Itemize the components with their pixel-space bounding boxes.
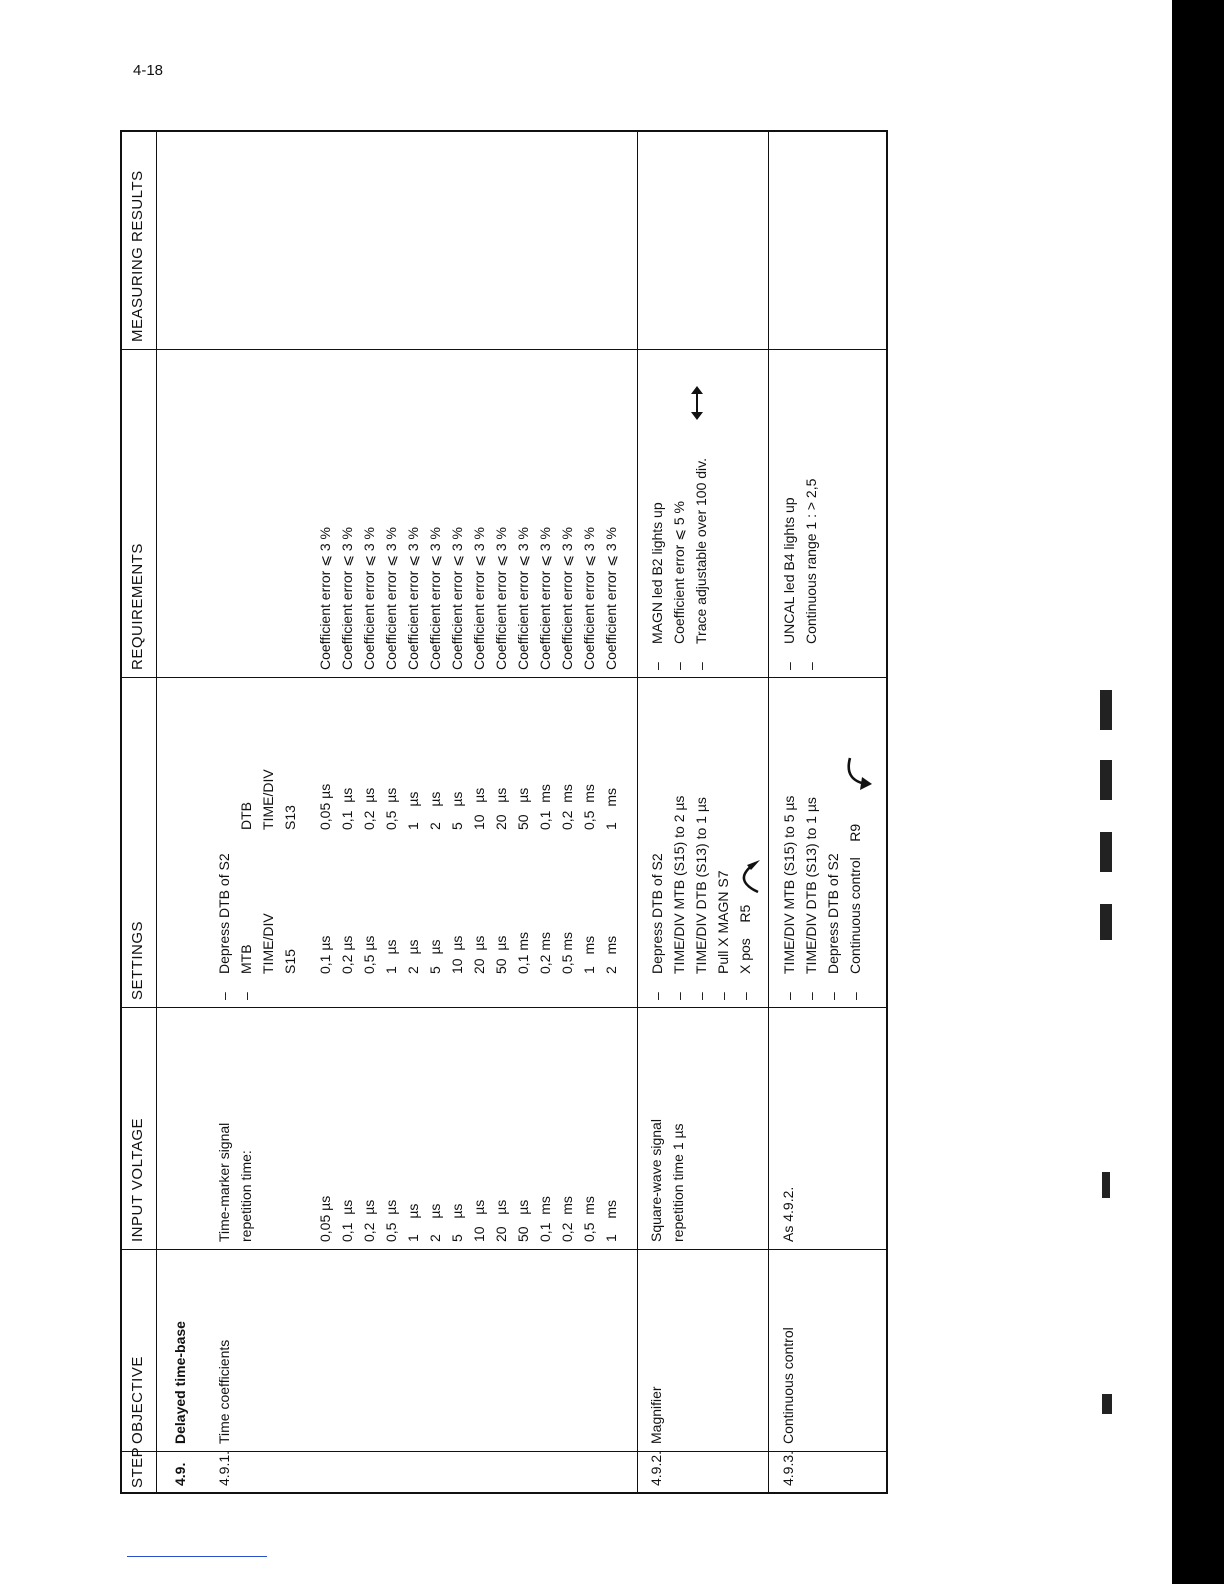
header-divider (156, 132, 157, 1492)
requirements-492 (646, 458, 712, 670)
req491-item: Coefficient error ⩽ 3 % (383, 527, 399, 670)
step-491: 4.9.1. (216, 1450, 232, 1486)
scan-marks (1096, 0, 1116, 1584)
set493-item: –Depress DTB of S2 (825, 853, 841, 1000)
settings-491-dtb-s: S13 (282, 805, 298, 830)
header-step: STEP (129, 1446, 146, 1488)
input-values-491 (314, 1196, 622, 1242)
col-divider (122, 1451, 886, 1452)
req491-item: Coefficient error ⩽ 3 % (405, 527, 421, 670)
req491-item: Coefficient error ⩽ 3 % (471, 527, 487, 670)
col-divider (122, 677, 886, 678)
set493-item: –TIME/DIV DTB (S13) to 1 µs (803, 797, 819, 1000)
dtb491-item: 10 µs (471, 787, 487, 830)
iv491-item: 0,5 ms (581, 1196, 597, 1242)
set492-item: –TIME/DIV DTB (S13) to 1 µs (693, 797, 709, 1000)
settings-491-mtb-td: TIME/DIV (260, 913, 276, 974)
mtb491-item: 0,2 µs (339, 935, 355, 974)
header-objective: OBJECTIVE (129, 1356, 146, 1444)
iv491-item: 5 µs (449, 1203, 465, 1242)
mtb491-item: 5 µs (427, 939, 443, 974)
input-493: As 4.9.2. (780, 1186, 796, 1242)
mtb491-item: 2 ms (603, 935, 619, 974)
iv491-item: 0,2 µs (361, 1199, 377, 1242)
col-divider (122, 1249, 886, 1250)
objective-492: Magnifier (648, 1386, 664, 1444)
settings-491-dtb-td: TIME/DIV (260, 769, 276, 830)
iv491-item: 50 µs (515, 1199, 531, 1242)
iv491-item: 0,1 µs (339, 1199, 355, 1242)
dtb491-item: 1 ms (603, 787, 619, 830)
mtb491-item: 50 µs (493, 935, 509, 974)
req491-item: Coefficient error ⩽ 3 % (361, 527, 377, 670)
objective-491: Time coefficients (216, 1339, 232, 1444)
req491-item: Coefficient error ⩽ 3 % (603, 527, 619, 670)
req492-item: –Coefficient error ⩽ 5 % (671, 501, 687, 670)
req493-item: –UNCAL led B4 lights up (781, 497, 797, 670)
input-492a: Square-wave signal (648, 1119, 664, 1242)
dtb491-item: 0,2 ms (559, 784, 575, 830)
dtb491-item: 5 µs (449, 791, 465, 830)
req491-item: Coefficient error ⩽ 3 % (449, 527, 465, 670)
req491-item: Coefficient error ⩽ 3 % (317, 527, 333, 670)
set492-item: –X pos R5 (737, 904, 753, 1000)
req491-item: Coefficient error ⩽ 3 % (427, 527, 443, 670)
mtb491-item: 0,5 ms (559, 931, 575, 974)
settings-493 (778, 796, 866, 1000)
iv491-item: 0,1 ms (537, 1196, 553, 1242)
input-label-491b: repetition time: (238, 1150, 254, 1242)
footnote-rule (127, 1556, 267, 1557)
header-input-voltage: INPUT VOLTAGE (129, 1117, 146, 1242)
requirements-493 (778, 479, 822, 670)
req491-item: Coefficient error ⩽ 3 % (339, 527, 355, 670)
col-divider (122, 349, 886, 350)
row-divider (768, 132, 769, 1492)
dtb491-item: 0,1 µs (339, 787, 355, 830)
iv491-item: 20 µs (493, 1199, 509, 1242)
req492-item: –Trace adjustable over 100 div. (693, 458, 709, 670)
section-step: 4.9. (172, 1462, 188, 1486)
mtb491-item: 2 µs (405, 939, 421, 974)
mtb491-item: 0,5 µs (361, 935, 377, 974)
objective-493: Continuous control (780, 1327, 796, 1444)
rotate-clockwise-icon (730, 856, 764, 896)
dtb491-item: 0,05 µs (317, 783, 333, 830)
dtb-values-491 (314, 784, 622, 830)
mtb491-item: 0,1 µs (317, 935, 333, 974)
dtb491-item: 2 µs (427, 791, 443, 830)
iv491-item: 2 µs (427, 1203, 443, 1242)
header-settings: SETTINGS (129, 920, 146, 1000)
col-divider (122, 1007, 886, 1008)
mtb-values-491 (314, 932, 622, 974)
set492-item: –Pull X MAGN S7 (715, 870, 731, 1000)
settings-491-dtb: DTB (238, 802, 254, 830)
iv491-item: 1 ms (603, 1199, 619, 1242)
header-measuring-results: MEASURING RESULTS (129, 170, 146, 342)
req492-item: –MAGN led B2 lights up (649, 502, 665, 670)
dtb491-item: 50 µs (515, 787, 531, 830)
scan-edge (1172, 0, 1224, 1584)
req491-item: Coefficient error ⩽ 3 % (515, 527, 531, 670)
iv491-item: 0,5 µs (383, 1199, 399, 1242)
set493-item: –Continuous control R9 (847, 823, 863, 1000)
dtb491-item: 0,5 µs (383, 787, 399, 830)
set493-item: –TIME/DIV MTB (S15) to 5 µs (781, 795, 797, 1000)
page-number: 4-18 (133, 62, 164, 79)
mtb491-item: 0,1 ms (515, 931, 531, 974)
dtb491-item: 0,1 ms (537, 784, 553, 830)
input-label-491: Time-marker signal (216, 1122, 232, 1242)
req491-item: Coefficient error ⩽ 3 % (559, 527, 575, 670)
row-divider (637, 132, 638, 1492)
req491-item: Coefficient error ⩽ 3 % (581, 527, 597, 670)
rotate-counterclockwise-icon (840, 752, 874, 792)
settings-491-mtb: –MTB (238, 944, 254, 1000)
mtb491-item: 1 ms (581, 935, 597, 974)
settings-491-depress: –Depress DTB of S2 (216, 853, 232, 1000)
settings-492 (646, 796, 756, 1000)
req491-item: Coefficient error ⩽ 3 % (537, 527, 553, 670)
settings-491-mtb-s: S15 (282, 949, 298, 974)
mtb491-item: 0,2 ms (537, 931, 553, 974)
dtb491-item: 1 µs (405, 791, 421, 830)
mtb491-item: 20 µs (471, 935, 487, 974)
set492-item: –Depress DTB of S2 (649, 853, 665, 1000)
dtb491-item: 20 µs (493, 787, 509, 830)
req493-item: –Continuous range 1 : > 2,5 (803, 478, 819, 670)
requirements-491 (314, 527, 622, 670)
procedure-table (120, 130, 888, 1494)
mtb491-item: 1 µs (383, 939, 399, 974)
iv491-item: 0,05 µs (317, 1195, 333, 1242)
step-493: 4.9.3. (780, 1450, 796, 1486)
dtb491-item: 0,2 µs (361, 787, 377, 830)
header-requirements: REQUIREMENTS (129, 543, 146, 670)
set492-item: –TIME/DIV MTB (S15) to 2 µs (671, 795, 687, 1000)
iv491-item: 10 µs (471, 1199, 487, 1242)
mtb491-item: 10 µs (449, 935, 465, 974)
iv491-item: 1 µs (405, 1203, 421, 1242)
double-arrow-icon (688, 386, 706, 420)
step-492: 4.9.2. (648, 1450, 664, 1486)
section-objective: Delayed time-base (172, 1321, 188, 1444)
iv491-item: 0,2 ms (559, 1196, 575, 1242)
dtb491-item: 0,5 ms (581, 784, 597, 830)
req491-item: Coefficient error ⩽ 3 % (493, 527, 509, 670)
input-492b: repetition time 1 µs (670, 1123, 686, 1242)
